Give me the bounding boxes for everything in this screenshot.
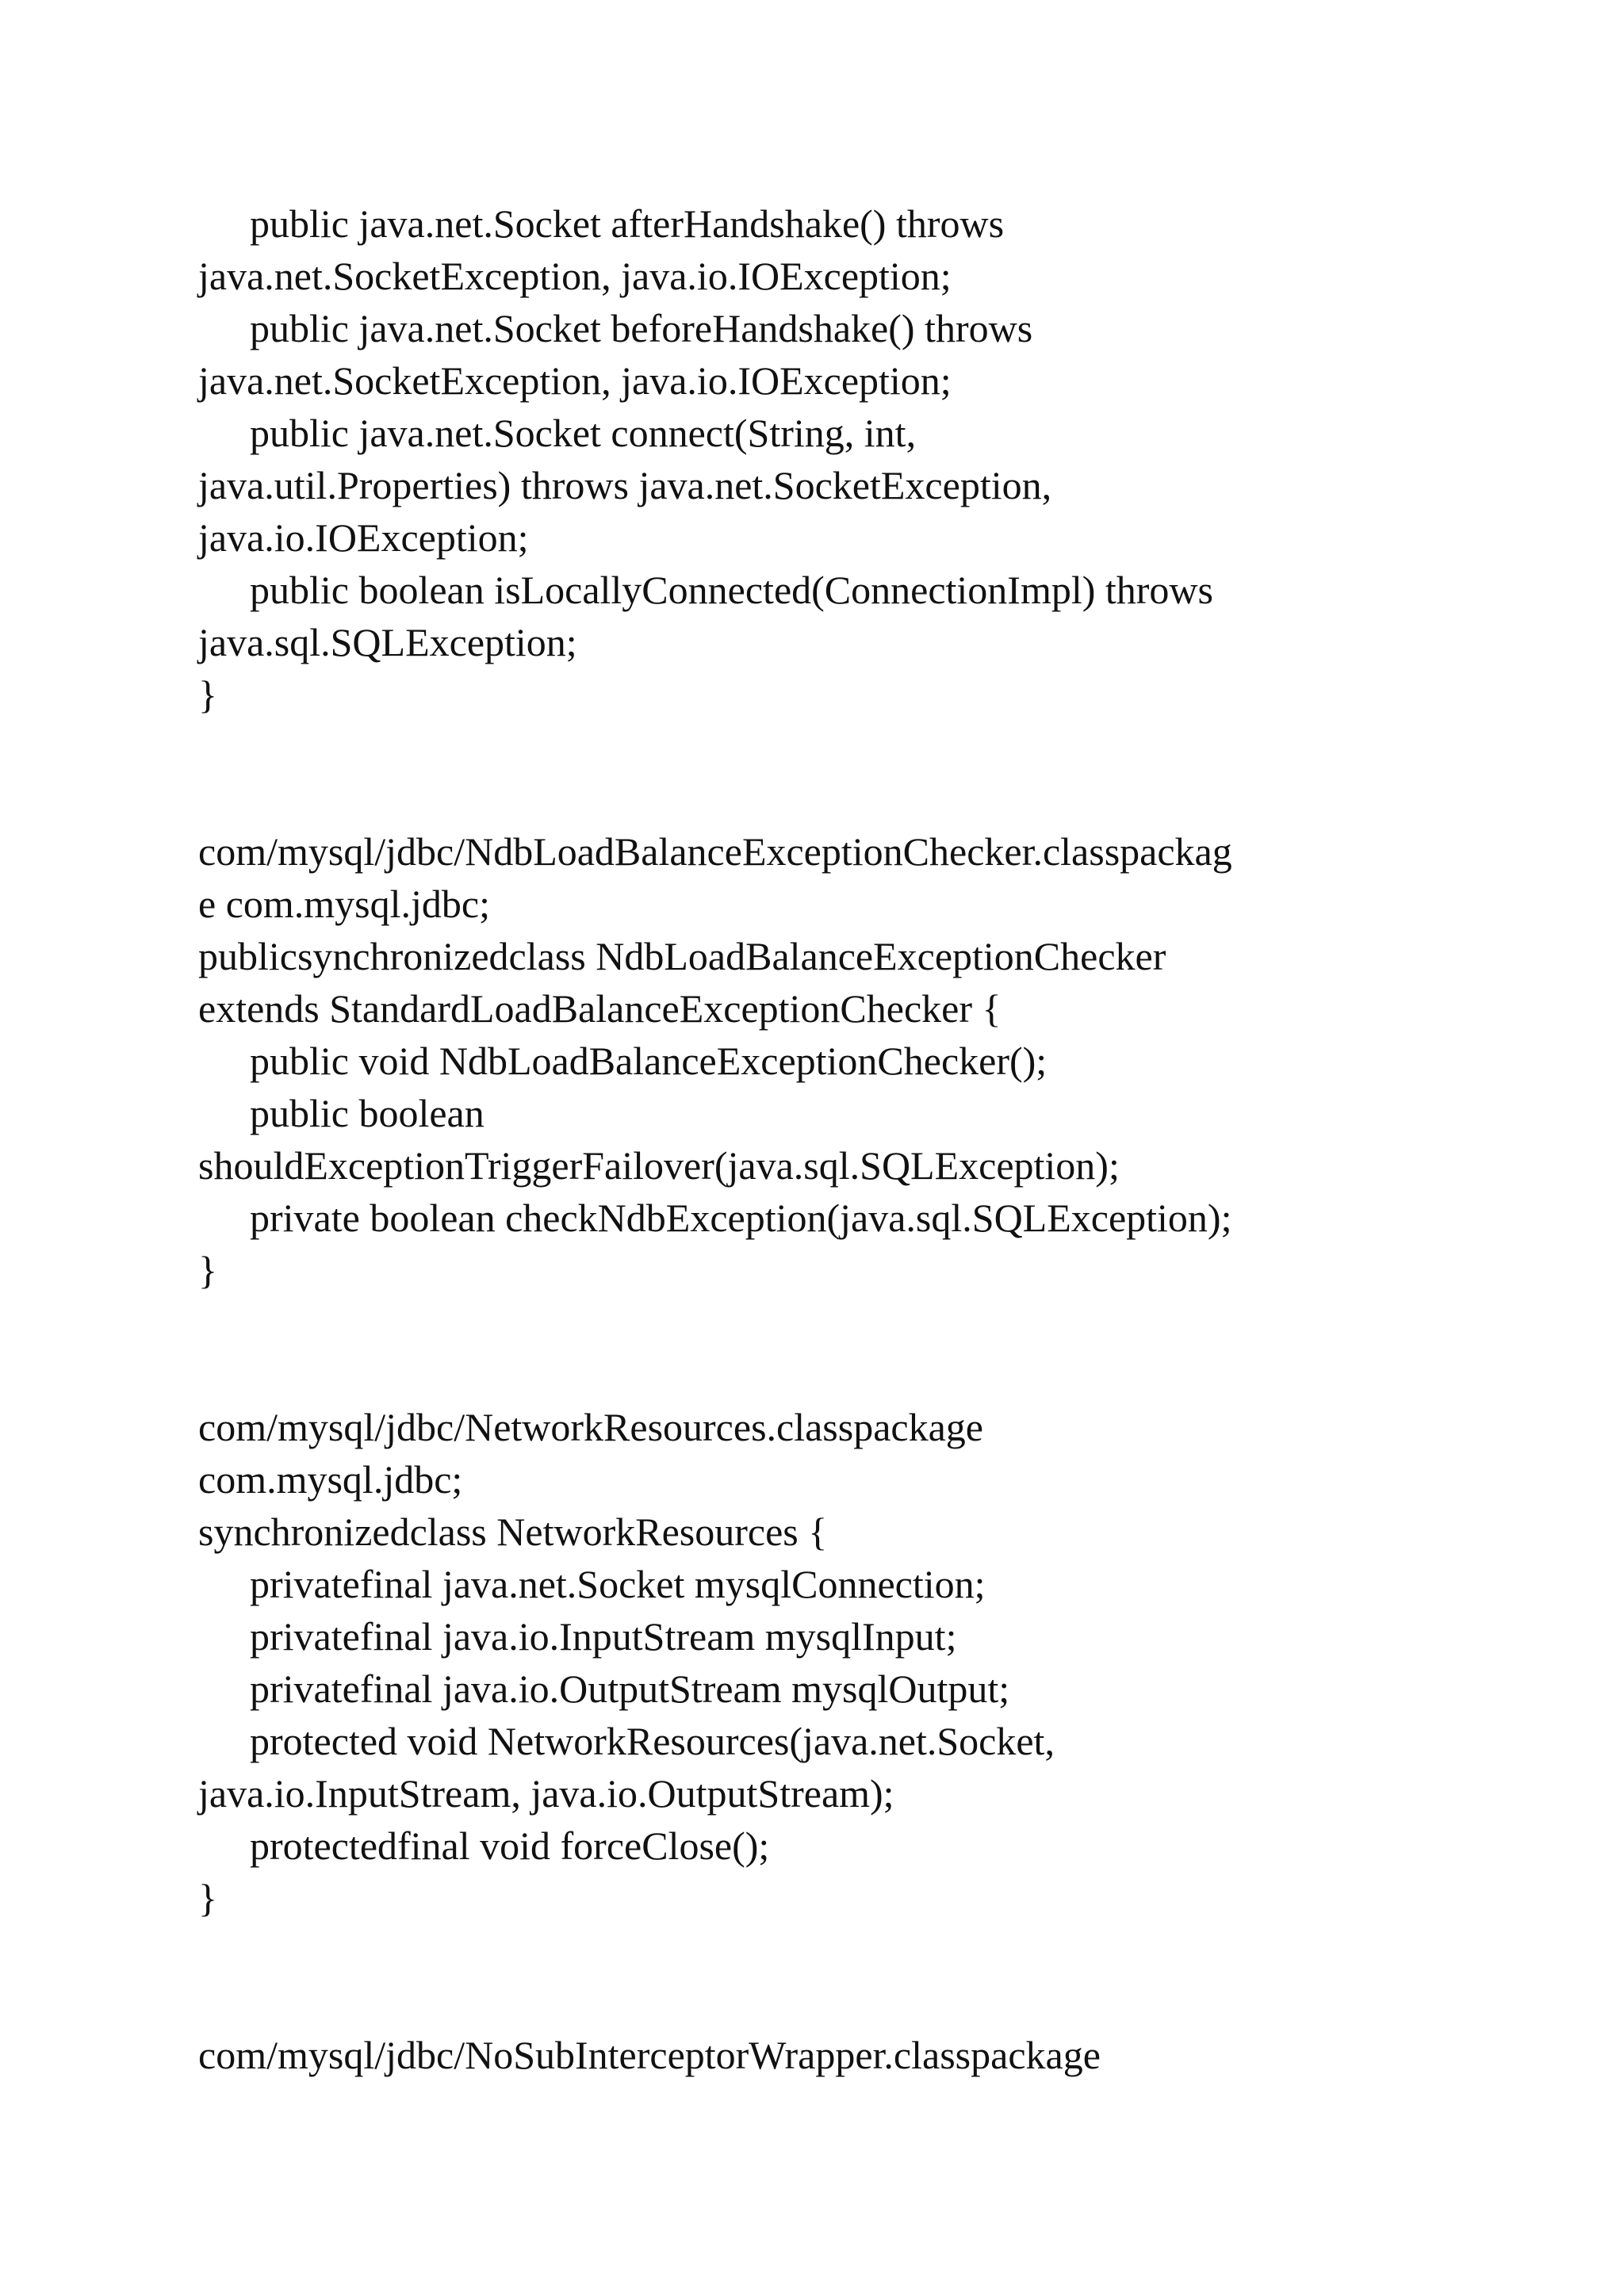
code-line: public void NdbLoadBalanceExceptionChecker();	[250, 1039, 1048, 1083]
code-line: private boolean checkNdbException(java.sql.SQLException);	[250, 1196, 1232, 1240]
code-line: e com.mysql.jdbc;	[198, 882, 490, 926]
code-line: java.util.Properties) throws java.net.SocketException,	[198, 463, 1052, 507]
closing-brace: }	[198, 1248, 217, 1292]
code-line: synchronizedclass NetworkResources {	[198, 1510, 828, 1554]
code-line: public java.net.Socket beforeHandshake() throws	[250, 306, 1033, 350]
closing-brace: }	[198, 672, 217, 717]
class-path-heading: com/mysql/jdbc/NoSubInterceptorWrapper.classpackage	[198, 2033, 1101, 2077]
code-line: java.net.SocketException, java.io.IOException;	[198, 358, 952, 403]
code-line: privatefinal java.io.InputStream mysqlInput;	[250, 1614, 957, 1659]
code-line: privatefinal java.io.OutputStream mysqlOutput;	[250, 1667, 1010, 1711]
code-line: extends StandardLoadBalanceExceptionChecker {	[198, 986, 1002, 1031]
code-line: privatefinal java.net.Socket mysqlConnection;	[250, 1562, 986, 1606]
code-line: public java.net.Socket afterHandshake() throws	[250, 201, 1005, 246]
closing-brace: }	[198, 1876, 217, 1920]
code-line: protectedfinal void forceClose();	[250, 1823, 770, 1868]
code-line: protected void NetworkResources(java.net.Socket,	[250, 1719, 1055, 1763]
code-line: java.net.SocketException, java.io.IOException;	[198, 254, 952, 298]
class-path-heading: com/mysql/jdbc/NetworkResources.classpackage	[198, 1405, 983, 1449]
code-line: java.io.IOException;	[198, 515, 529, 560]
code-line: com.mysql.jdbc;	[198, 1457, 463, 1502]
code-line: shouldExceptionTriggerFailover(java.sql.SQLException);	[198, 1143, 1120, 1188]
code-line: public boolean	[250, 1091, 485, 1135]
code-line: publicsynchronizedclass NdbLoadBalanceExceptionChecker	[198, 934, 1166, 978]
code-line: public java.net.Socket connect(String, int,	[250, 411, 917, 455]
code-line: public boolean isLocallyConnected(ConnectionImpl) throws	[250, 568, 1213, 612]
code-line: java.io.InputStream, java.io.OutputStream);	[198, 1771, 894, 1816]
class-path-heading: com/mysql/jdbc/NdbLoadBalanceExceptionChecker.classpackag	[198, 829, 1232, 874]
code-line: java.sql.SQLException;	[198, 620, 577, 664]
